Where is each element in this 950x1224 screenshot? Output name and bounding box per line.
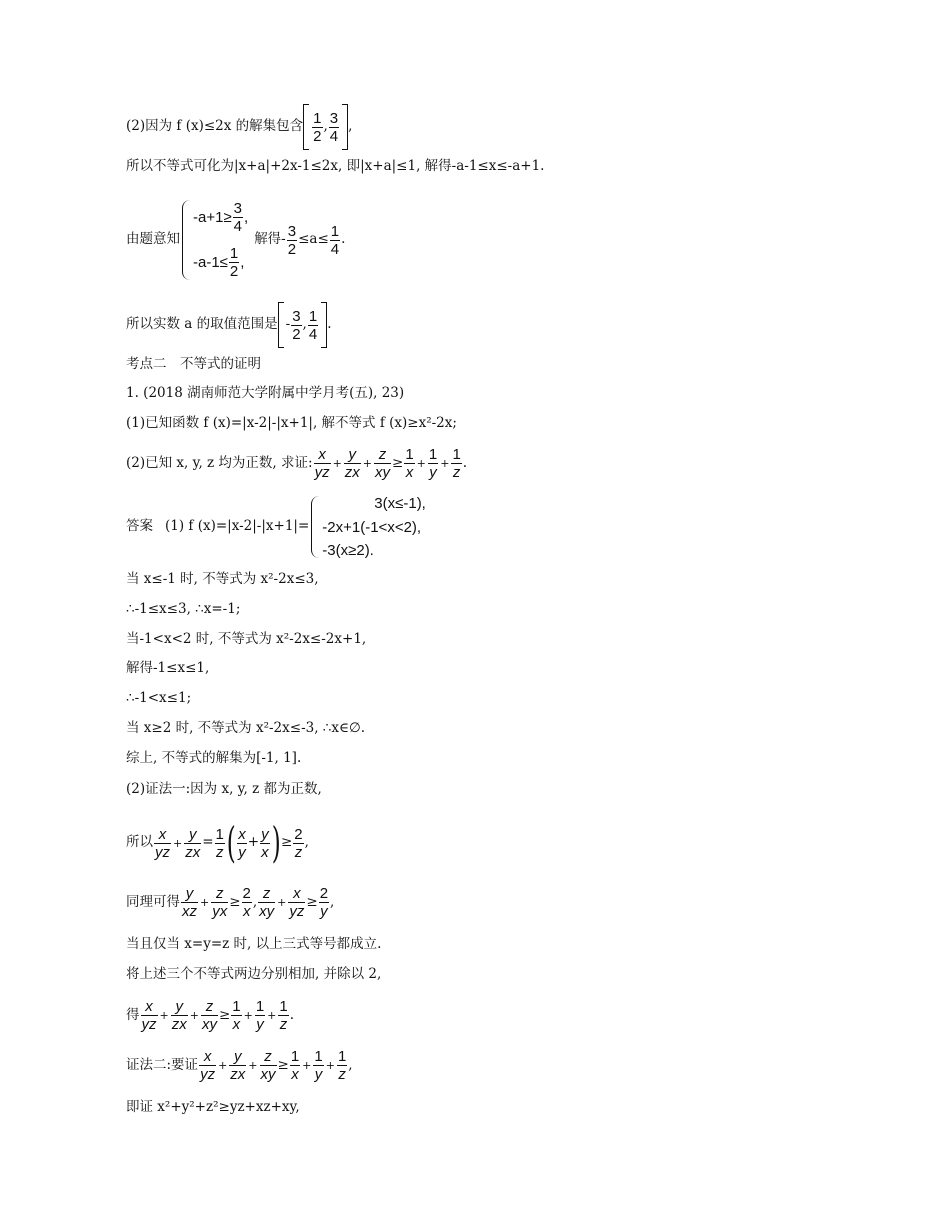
answer-line: 答案 (1) f (x)=|x-2|-|x+1|= 3(x≤-1), -2x+1(-1<x<2), -3(x≥2). <box>126 495 426 559</box>
system-line: 由题意知 -a+1≥ $\frac{3}{4}$ , -a-1≤ $\frac{1}{2}$ , 解得- $\frac{3}{2}$ ≤a≤ $\frac{1}{4}$ . <box>126 200 346 280</box>
fraction-one-half: $\frac{1}{2}$ <box>313 109 322 145</box>
proof2-last: 即证 x²+y²+z²≥yz+xz+xy, <box>126 1099 300 1115</box>
proof2-intro: 证法二:要证 $\frac{x}{yz}$ + $\frac{y}{zx}$ + $\frac{z}{xy}$ ≥ $\frac{1}{x}$ + $\frac{1}{y}$ + $\frac{1}{z}$ , <box>126 1048 353 1083</box>
step-3: 当-1<x<2 时, 不等式为 x²-2x≤-2x+1, <box>126 631 367 647</box>
step-4: 解得-1≤x≤1, <box>126 660 210 676</box>
system-brace <box>182 200 248 280</box>
system-row-1: -a+1≥ $\frac{3}{4}$ , <box>193 200 249 235</box>
p2-intro-text: (2)因为 f (x)≤2x 的解集包含 <box>126 118 304 135</box>
system-prefix: 由题意知 <box>126 231 180 248</box>
system-row-2: -a-1≤ $\frac{1}{2}$ , <box>193 245 245 280</box>
step-6: 当 x≥2 时, 不等式为 x²-2x≤-3, ∴x∈∅. <box>126 720 366 736</box>
step-7: 综上, 不等式的解集为[-1, 1]. <box>126 750 302 766</box>
step-5: ∴-1<x≤1; <box>126 690 192 706</box>
problem-q2: (2)已知 x, y, z 均为正数, 求证: $\frac{x}{yz}$ + $\frac{y}{zx}$ + $\frac{z}{xy}$ ≥ $\frac{1}{x}$ + $\frac{1}{y}$ + $\frac{1}{z}$ . <box>126 446 468 481</box>
piecewise-row-1: 3(x≤-1), <box>374 495 426 512</box>
step-8: (2)证法一:因为 x, y, z 都为正数, <box>126 781 322 797</box>
proof1-sum: 将上述三个不等式两边分别相加, 并除以 2, <box>126 966 382 982</box>
piecewise-row-2: -2x+1(-1<x<2), <box>322 518 422 536</box>
proof1-line1: 所以 $\frac{x}{yz}$ + $\frac{y}{zx}$ = $\frac{1}{z}$ ( $\frac{x}{y}$ + $\frac{y}{x}$ ) ≥ $\frac{2}{z}$ , <box>126 818 309 867</box>
inequality-line: 所以不等式可化为|x+a|+2x-1≤2x, 即|x+a|≤1, 解得-a-1≤x≤-a+1. <box>126 158 545 174</box>
fraction-three-quarters: $\frac{3}{4}$ <box>329 109 339 145</box>
section-heading: 考点二 不等式的证明 <box>126 356 261 372</box>
p2-intro-line: (2)因为 f (x)≤2x 的解集包含 $\frac{1}{2}$ , $\frac{3}{4}$ , <box>126 104 352 150</box>
left-bracket <box>303 104 309 150</box>
proof1-line2: 同理可得 $\frac{y}{xz}$ + $\frac{z}{yx}$ ≥ $\frac{2}{x}$ , $\frac{z}{xy}$ + $\frac{x}{yz}$ ≥ $\frac{2}{y}$ , <box>126 885 335 920</box>
piecewise-row-3: -3(x≥2). <box>322 542 374 559</box>
proof1-result: 得 $\frac{x}{yz}$ + $\frac{y}{zx}$ + $\frac{z}{xy}$ ≥ $\frac{1}{x}$ + $\frac{1}{y}$ + $\frac{1}{z}$ . <box>126 998 295 1033</box>
step-2: ∴-1≤x≤3, ∴x=-1; <box>126 601 241 617</box>
piecewise-brace <box>311 496 426 558</box>
step-1: 当 x≤-1 时, 不等式为 x²-2x≤3, <box>126 571 319 587</box>
proof1-eq-cond: 当且仅当 x=y=z 时, 以上三式等号都成立. <box>126 936 382 952</box>
problem-source: 1. (2018 湖南师范大学附属中学月考(五), 23) <box>126 385 405 401</box>
answer-label: 答案 <box>126 518 153 535</box>
problem-q1: (1)已知函数 f (x)=|x-2|-|x+1|, 解不等式 f (x)≥x²-2x; <box>126 415 457 431</box>
range-line: 所以实数 a 的取值范围是 - $\frac{3}{2}$ , $\frac{1}{4}$ . <box>126 302 331 348</box>
